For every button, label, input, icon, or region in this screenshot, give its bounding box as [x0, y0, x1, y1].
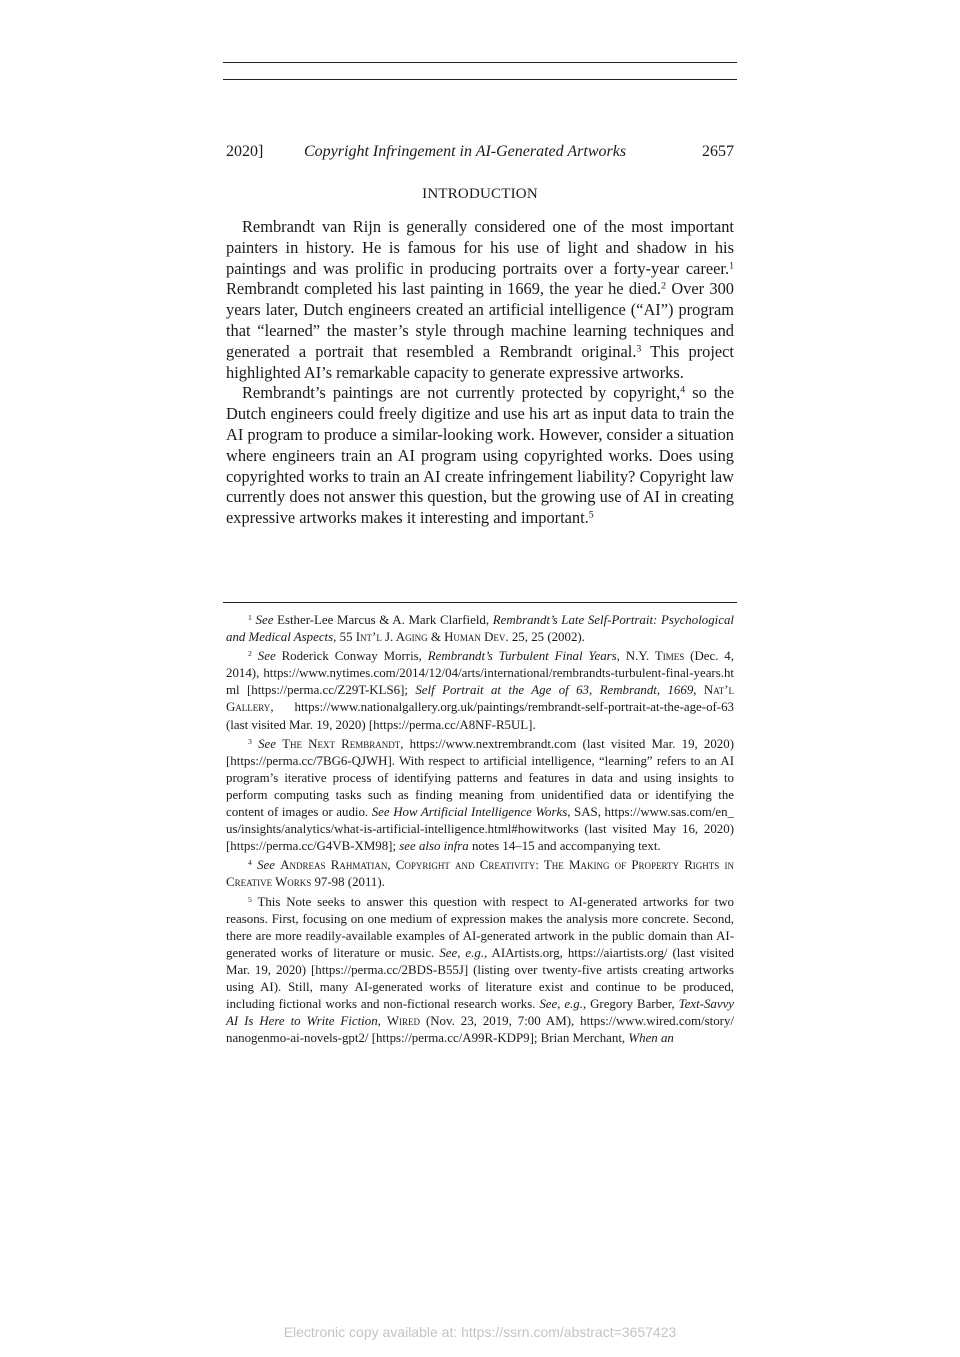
footnote-ref-4[interactable]: 4	[680, 384, 686, 396]
header-year: 2020]	[226, 143, 264, 160]
footnote-separator	[223, 602, 737, 603]
paragraph-1: Rembrandt van Rijn is generally considered one of the most important painters in history. He is famous for his use of light and shadow in his paintings and was prolific in producing portraits over a forty-year career.$^1$ Rembrandt completed his last painting in 1669, the year he died.$^2$ Over 300 years later, Dutch engineers created an artificial intelligence (“AI”) program that “learned” the master’s style through machine learning techniques and generated a portrait that resembled a Rembrandt original.$^3$ This project highlighted AI’s remarkable capacity to generate expressive artworks.	[226, 217, 735, 382]
footnote-ref-5[interactable]: 5	[588, 509, 594, 521]
footnote-ref-1[interactable]: 1	[729, 260, 734, 272]
top-rule-second	[223, 79, 737, 80]
footnote-3-url[interactable]: https://www.sas.com/en_us/insights/analytics/what-is-artificial-intelligence.html#howitworks	[226, 805, 734, 837]
footnote-2-url-1[interactable]: https://www.nytimes.com/2014/12/04/arts/international/rembrandts-turbulent-final-years.html	[226, 666, 734, 698]
ssrn-watermark: Electronic copy available at: https://ssrn.com/abstract=3657423	[283, 1324, 677, 1340]
footnote-5: $^5$ This Note seeks to answer this question with respect to AI-generated artworks for two reasons. First, focusing on one medium of expression makes the analysis more concrete. Second, there are more readily-available examples of AI-generated artwork in the public domain than AI-generated works of literature or music. See, e.g., AIArtists.org, https://aiartists.org/ (last visited Mar. 19, 2020) [https://perma.cc/2BDS-B55J] (listing over twenty-five artists creating artworks using AI). Still, many AI-generated works of literature exist and continue to be produced, including fictional works and non-fictional research works. See, e.g., Gregory Barber, Text-Savvy AI Is Here to Write Fiction, Wired (Nov. 23, 2019, 7:00 AM), https://www.wired.com/story/ nanogenmo-ai-novels-gpt2/ [https://perma.cc/A99R-KDP9]; Brian Merchant, When an	[226, 894, 735, 1046]
page-number: 2657	[702, 143, 734, 160]
footnote-2: $^2$ See Roderick Conway Morris, Rembrandt’s Turbulent Final Years, N.Y. Times (Dec. 4, 2014), https://www.nytimes.com/2014/12/04/arts/international/rembrandts-turbulent-final-years.html [https://perma.cc/Z29T-KLS6]; Self Portrait at the Age of 63, Rembrandt, 1669, Nat’l Gallery, https://www.nationalgallery.org.uk/paintings/rembrandt-self-portrait-at-the-age-of-63 (last visited Mar. 19, 2020) [https://perma.cc/A8NF-R5UL].	[226, 648, 734, 732]
footnote-1: $^1$ See Esther-Lee Marcus & A. Mark Clarfield, Rembrandt’s Late Self-Portrait: Psychological and Medical Aspects, 55 Int’l J. Aging & Human Dev. 25, 25 (2002).	[226, 612, 734, 645]
footnotes	[226, 612, 734, 1049]
paragraph-2: Rembrandt’s paintings are not currently protected by copyright,$^4$ so the Dutch engineers could freely digitize and use his art as input data to train the AI program to produce a similar-looking work. However, consider a situation where engineers train an AI program using copyrighted works. Does using copyrighted works to train an AI create infringement liability? Copyright law currently does not answer this question, but the growing use of AI in creating expressive artworks makes it interesting and important.$^5$	[226, 383, 735, 528]
footnote-2-url-2[interactable]: https://www.nationalgallery.org.uk/paintings/rembrandt-self-portrait-at-the-age-of-63	[294, 700, 734, 715]
footnote-ref-3[interactable]: 3	[636, 343, 642, 355]
body-text	[226, 217, 734, 529]
header-title: Copyright Infringement in AI-Generated Artworks	[304, 143, 627, 160]
footnote-ref-2[interactable]: 2	[661, 280, 667, 292]
top-rule	[223, 62, 737, 63]
running-header	[226, 143, 734, 165]
footnote-3: $^3$ See The Next Rembrandt, https://www.nextrembrandt.com (last visited Mar. 19, 2020) [https://perma.cc/7BG6-QJWH]. With respect to artificial intelligence, “learning” refers to an AI program’s iterative process of identifying patterns and features in data and using insights to perform computing tasks such as finding meaning from unidentified data or identifying the content of images or audio. See How Artificial Intelligence Works, SAS, https://www.sas.com/en_us/insights/analytics/what-is-artificial-intelligence.html#howitworks (last visited May 16, 2020) [https://perma.cc/G4VB-XM98]; see also infra notes 14–15 and accompanying text.	[226, 736, 734, 854]
section-heading: INTRODUCTION	[422, 186, 538, 202]
footnote-4: $^4$ See Andreas Rahmatian, Copyright and Creativity: The Making of Property Rights in Creative Works 97-98 (2011).	[226, 858, 734, 890]
